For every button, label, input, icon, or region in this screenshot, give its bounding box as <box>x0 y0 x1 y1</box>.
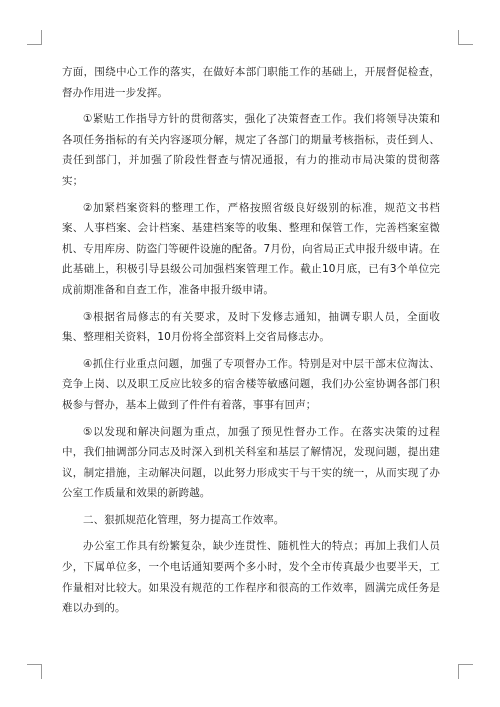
document-body <box>62 62 440 619</box>
paragraph: ③根据省局修志的有关要求，及时下发修志通知，抽调专职人员，全面收集、整理相关资料，10月份将全部资料上交省局修志办。 <box>62 310 440 344</box>
crop-mark-top-left <box>27 30 42 45</box>
section-heading: 二、狠抓规范化管理，努力提高工作效率。 <box>83 513 285 526</box>
crop-mark-top-right <box>458 30 473 45</box>
paragraph: ④抓住行业重点问题，加强了专项督办工作。特别是对中层干部末位淘汰、竞争上岗、以及职工反应比较多的宿舍楼等敏感问题，我们办公室协调各部门积极参与督办，基本上做到了件件有着落，事事有回声； <box>62 357 440 411</box>
crop-mark-bottom-left <box>27 664 42 679</box>
paragraph: ②加紧档案资料的整理工作，严格按照省级良好级别的标准，规范文书档案、人事档案、会计档案、基建档案等的收集、整理和保管工作，完善档案室微机、专用库房、防盗门等硬件设施的配备。7月份，向省局正式申报升级申请。在此基础上，积极引导县级公司加强档案管理工作。截止10月底，已有3个单位完成前期准备和自查工作，准备申报升级申请。 <box>62 201 440 296</box>
paragraph: ⑤以发现和解决问题为重点，加强了预见性督办工作。在落实决策的过程中，我们抽调部分同志及时深入到机关科室和基层了解情况，发现问题，提出建议，制定措施，主动解决问题，以此努力形成实干与干实的统一，从而实现了办公室工作质量和效果的新跨越。 <box>62 425 440 500</box>
paragraph: 方面，围绕中心工作的落实，在做好本部门职能工作的基础上，开展督促检查，督办作用进一步发挥。 <box>62 66 440 99</box>
crop-mark-bottom-right <box>458 664 473 679</box>
paragraph: ①紧贴工作指导方针的贯彻落实，强化了决策督查工作。我们将领导决策和各项任务指标的有关内容逐项分解，规定了各部门的期量考核指标，责任到人、责任到部门，并加强了阶段性督查与情况通报，有力的推动市局决策的贯彻落实； <box>62 113 440 187</box>
paragraph: 办公室工作具有纷繁复杂，缺少连贯性、随机性大的特点；再加上我们人员少，下属单位多，一个电话通知要两个多小时，发个全市传真最少也要半天，工作量相对比较大。如果没有规范的工作程序和很高的工作效率，圆满完成任务是难以办到的。 <box>62 540 440 615</box>
